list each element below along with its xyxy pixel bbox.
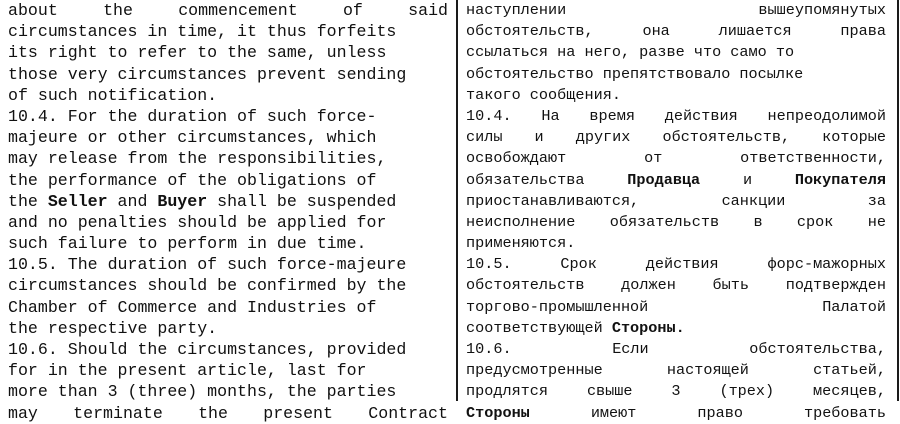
en-text-line: 10.5. The duration of such force-majeure [8, 255, 407, 275]
en-text-line: the respective party. [8, 318, 218, 338]
word: приостанавливаются, [466, 191, 640, 210]
word: подтвержден [785, 276, 886, 295]
word: 10.6. [466, 340, 512, 358]
word: обязательств [609, 212, 720, 231]
word: быть [712, 276, 750, 295]
en-text-line [8, 191, 448, 212]
ru-text-line [466, 381, 886, 402]
word: обстоятельств, [662, 128, 791, 147]
ru-text-line [466, 339, 886, 360]
ru-text-line: ссылаться на него, разве что само то [466, 43, 795, 62]
word: Срок [560, 255, 597, 274]
text-run: and [107, 191, 158, 211]
word: обязательства [466, 170, 585, 189]
en-text-line: more than 3 (three) months, the parties [8, 382, 397, 402]
en-text-line: of such notification. [8, 85, 218, 105]
word: статьей, [813, 361, 886, 380]
ru-text-line [466, 360, 886, 381]
word: the [198, 403, 228, 423]
en-text-line: its right to refer to the same, unless [8, 43, 387, 63]
en-text-line [8, 403, 448, 424]
ru-text-line [466, 212, 886, 233]
word: свыше [586, 382, 633, 401]
word: права [840, 22, 886, 41]
ru-text-line: такого сообщения. [466, 85, 621, 104]
en-text-line: those very circumstances prevent sending [8, 64, 407, 84]
word: Contract [368, 403, 448, 423]
ru-text-line [466, 148, 886, 169]
word: commencement [178, 1, 298, 20]
word: от [644, 149, 663, 168]
word: настоящей [666, 361, 749, 380]
word: вышеупомянутых [758, 1, 886, 19]
text-run: shall be suspended [207, 191, 397, 211]
text-run: соответствующей [466, 318, 612, 337]
word: 10.4. [466, 106, 512, 125]
ru-text-line [466, 170, 886, 191]
word: обстоятельства, [749, 340, 886, 358]
en-text-line: the performance of the obligations of [8, 170, 377, 190]
en-text-line: circumstances in time, it thus forfeits [8, 22, 397, 42]
party-name: Seller [47, 191, 108, 211]
ru-text-line: обстоятельство препятствовало посылке [466, 64, 804, 83]
word: the [103, 1, 133, 20]
ru-text-line [466, 21, 886, 42]
word: ответственности, [740, 149, 886, 168]
word: of [342, 1, 363, 20]
word: действия [664, 106, 738, 125]
word: неисполнение [466, 212, 576, 231]
en-text-line: Chamber of Commerce and Industries of [8, 297, 377, 317]
word: которые [822, 128, 886, 147]
word: санкции [721, 191, 786, 210]
word: право [697, 403, 743, 422]
word: не [867, 212, 886, 231]
ru-text-line [466, 297, 886, 318]
ru-text-line: применяются. [466, 234, 576, 253]
word: и [742, 170, 753, 189]
ru-text-line [466, 318, 886, 339]
word: 3 [671, 382, 681, 401]
word: present [263, 403, 333, 423]
word: about [8, 1, 58, 20]
en-text-line: 10.4. For the duration of such force- [8, 106, 377, 126]
word: (трех) [719, 382, 775, 401]
word: и [534, 128, 544, 147]
word: торгово-промышленной [466, 297, 649, 316]
en-text-line: circumstances should be confirmed by the [8, 276, 407, 296]
right-border [897, 0, 899, 401]
word: освобождают [466, 149, 567, 168]
word: наступлении [466, 1, 567, 19]
word: terminate [73, 403, 163, 423]
word: время [589, 106, 635, 125]
word: имеют [590, 403, 637, 422]
party-name: Продавца [627, 170, 701, 189]
text-run: the [8, 191, 48, 211]
russian-column [466, 0, 886, 424]
word: 10.5. [466, 255, 512, 274]
word: за [867, 191, 886, 210]
party-name: Стороны. [611, 318, 685, 337]
party-name: Стороны [466, 403, 530, 422]
word: may [8, 403, 38, 423]
ru-text-line [466, 0, 886, 21]
ru-text-line [466, 254, 886, 275]
word: должен [621, 276, 676, 295]
word: said [408, 1, 448, 20]
word: На [541, 106, 560, 125]
word: действия [645, 255, 719, 274]
word: продлятся [466, 382, 549, 401]
en-text-line: 10.6. Should the circumstances, provided [8, 340, 407, 359]
ru-text-line [466, 275, 886, 296]
en-text-line: and no penalties should be applied for [8, 212, 387, 232]
ru-text-line [466, 106, 886, 127]
ru-text-line [466, 191, 886, 212]
word: силы [466, 128, 503, 147]
en-text-line: may release from the responsibilities, [8, 149, 387, 169]
word: требовать [803, 403, 886, 422]
party-name: Buyer [157, 191, 208, 211]
ru-text-line [466, 403, 886, 424]
word: Палатой [822, 297, 886, 316]
word: форс-мажорных [767, 255, 886, 274]
word: она [642, 22, 670, 41]
column-divider [456, 0, 458, 401]
word: в [753, 212, 763, 231]
word: Если [612, 340, 649, 358]
word: лишается [718, 22, 792, 41]
word: обстоятельств, [466, 22, 594, 41]
en-text-line [8, 0, 448, 21]
word: месяцев, [813, 382, 886, 401]
english-column [8, 0, 448, 424]
word: непреодолимой [767, 106, 886, 125]
ru-text-line [466, 127, 886, 148]
en-text-line: majeure or other circumstances, which [8, 128, 377, 148]
en-text-line: for in the present article, last for [8, 361, 367, 381]
word: других [575, 128, 631, 147]
word: срок [796, 212, 834, 231]
word: обстоятельств [466, 276, 585, 295]
word: предусмотренные [466, 361, 603, 380]
party-name: Покупателя [794, 170, 886, 189]
en-text-line: such failure to perform in due time. [8, 234, 367, 254]
